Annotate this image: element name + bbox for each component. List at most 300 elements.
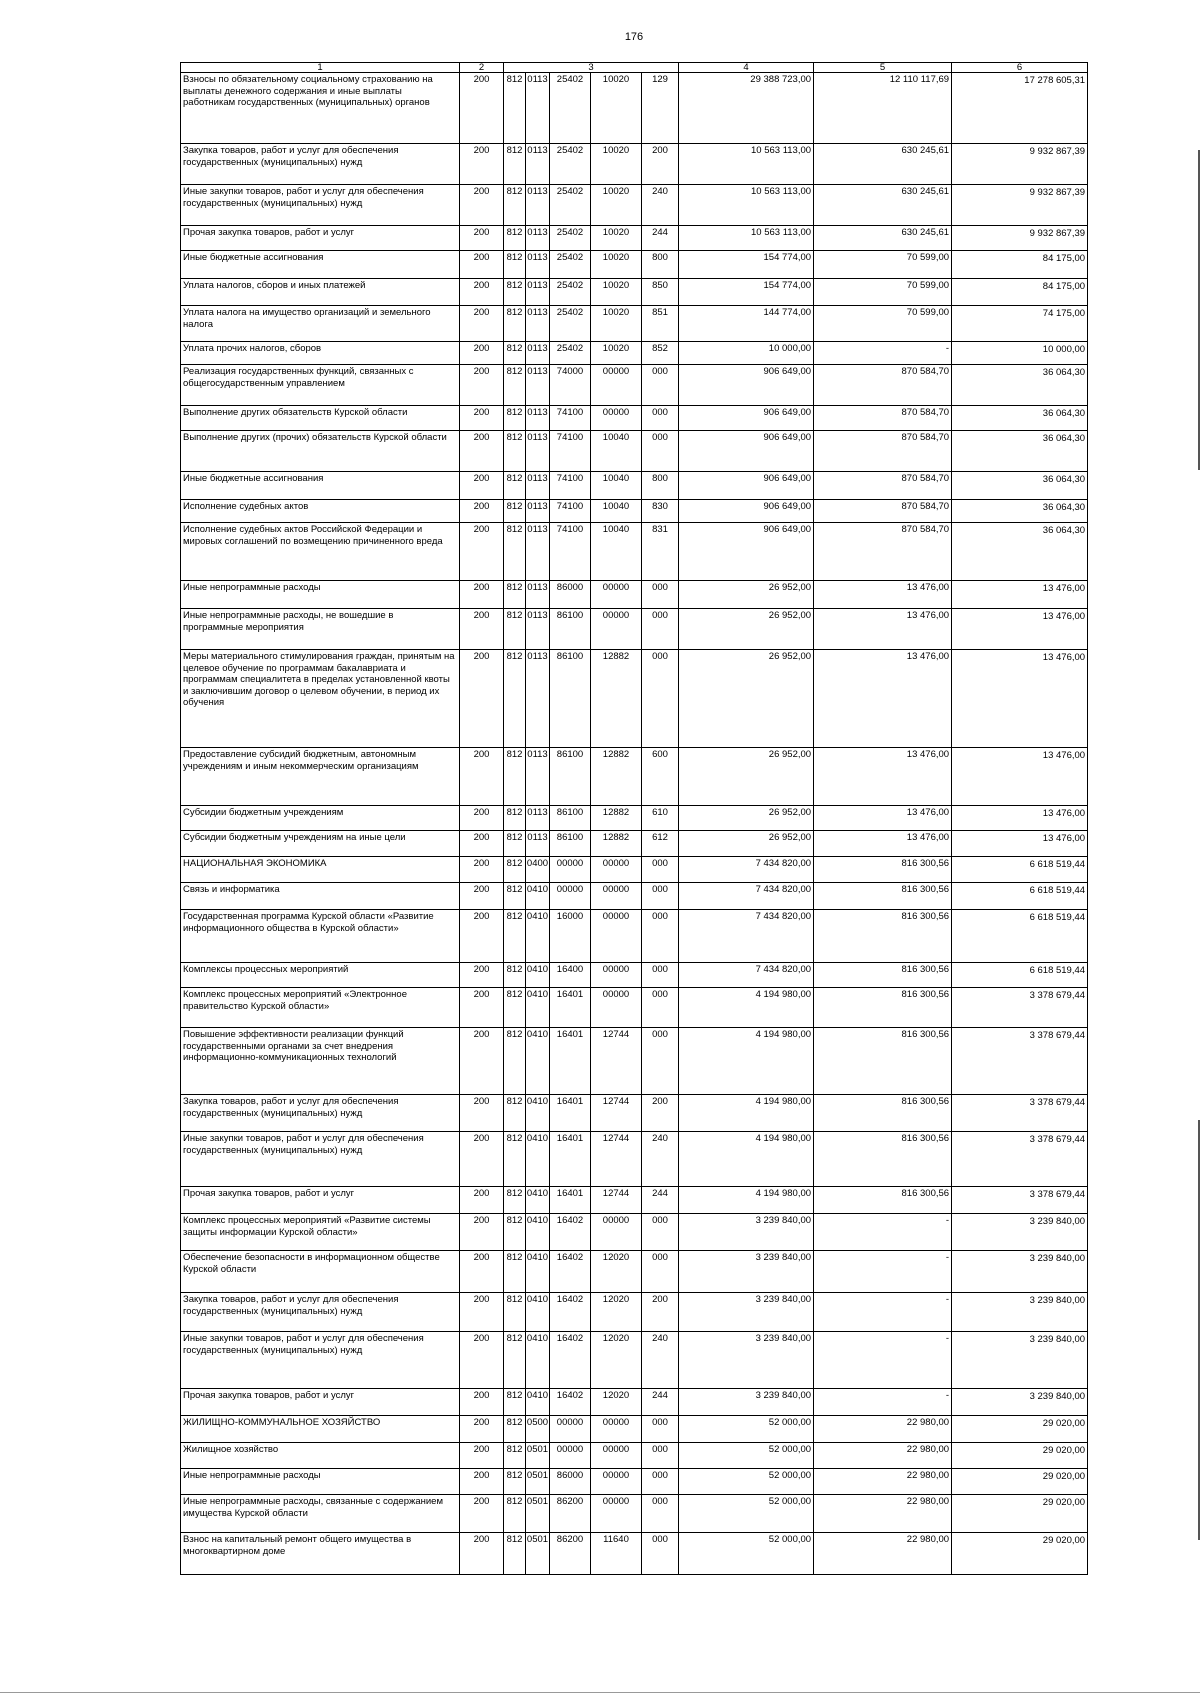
cell-ved: 812	[504, 1389, 526, 1416]
table-row	[181, 1533, 1088, 1575]
cell-col2: 200	[460, 910, 504, 963]
cell-ved: 812	[504, 609, 526, 650]
cell-executed: 870 584,70	[814, 472, 952, 500]
cell-ved: 812	[504, 963, 526, 988]
table-row	[181, 1095, 1088, 1132]
cell-approved: 154 774,00	[679, 279, 814, 306]
cell-rz: 0501	[526, 1443, 550, 1469]
cell-vr: 000	[642, 1469, 679, 1495]
cell-approved: 52 000,00	[679, 1443, 814, 1469]
cell-direction: 00000	[591, 1469, 642, 1495]
cell-ved: 812	[504, 910, 526, 963]
cell-prog: 86000	[550, 581, 591, 609]
cell-approved: 3 239 840,00	[679, 1389, 814, 1416]
table-row	[181, 581, 1088, 609]
cell-prog: 25402	[550, 144, 591, 185]
cell-rz: 0113	[526, 185, 550, 226]
cell-rz: 0501	[526, 1533, 550, 1575]
cell-remainder: 3 378 679,44	[952, 988, 1088, 1028]
cell-name: Государственная программа Курской области «Развитие информационного общества в Курской области»	[181, 910, 460, 963]
cell-col2: 200	[460, 650, 504, 748]
cell-prog: 16000	[550, 910, 591, 963]
cell-direction: 10040	[591, 431, 642, 472]
cell-approved: 4 194 980,00	[679, 988, 814, 1028]
cell-prog: 25402	[550, 342, 591, 365]
cell-rz: 0410	[526, 988, 550, 1028]
cell-name: Прочая закупка товаров, работ и услуг	[181, 1187, 460, 1214]
cell-executed: 22 980,00	[814, 1443, 952, 1469]
cell-name: Комплекс процессных мероприятий «Развитие системы защиты информации Курской области»	[181, 1214, 460, 1251]
cell-approved: 3 239 840,00	[679, 1293, 814, 1332]
cell-name: Иные непрограммные расходы	[181, 1469, 460, 1495]
table-row	[181, 963, 1088, 988]
cell-approved: 3 239 840,00	[679, 1214, 814, 1251]
cell-name: Реализация государственных функций, связанных с общегосударственным управлением	[181, 365, 460, 406]
cell-remainder: 3 239 840,00	[952, 1251, 1088, 1293]
cell-approved: 4 194 980,00	[679, 1187, 814, 1214]
header-row	[181, 63, 1088, 73]
cell-approved: 154 774,00	[679, 251, 814, 279]
cell-ved: 812	[504, 1332, 526, 1389]
cell-approved: 29 388 723,00	[679, 73, 814, 144]
table-row	[181, 857, 1088, 883]
cell-approved: 906 649,00	[679, 365, 814, 406]
cell-ved: 812	[504, 185, 526, 226]
cell-col2: 200	[460, 523, 504, 581]
cell-direction: 00000	[591, 365, 642, 406]
table-row	[181, 1443, 1088, 1469]
page-number: 176	[624, 31, 644, 43]
cell-approved: 52 000,00	[679, 1469, 814, 1495]
cell-executed: 816 300,56	[814, 910, 952, 963]
cell-prog: 16402	[550, 1293, 591, 1332]
cell-col2: 200	[460, 251, 504, 279]
cell-approved: 10 563 113,00	[679, 144, 814, 185]
cell-direction: 12020	[591, 1389, 642, 1416]
cell-col2: 200	[460, 988, 504, 1028]
cell-executed: 870 584,70	[814, 431, 952, 472]
cell-name: Закупка товаров, работ и услуг для обеспечения государственных (муниципальных) нужд	[181, 1095, 460, 1132]
cell-vr: 200	[642, 1095, 679, 1132]
cell-remainder: 13 476,00	[952, 806, 1088, 831]
cell-prog: 74100	[550, 406, 591, 431]
cell-remainder: 10 000,00	[952, 342, 1088, 365]
cell-approved: 10 563 113,00	[679, 185, 814, 226]
cell-approved: 52 000,00	[679, 1533, 814, 1575]
cell-prog: 74100	[550, 500, 591, 523]
cell-vr: 831	[642, 523, 679, 581]
cell-remainder: 6 618 519,44	[952, 963, 1088, 988]
table-row	[181, 748, 1088, 806]
cell-vr: 000	[642, 650, 679, 748]
cell-rz: 0410	[526, 1095, 550, 1132]
cell-col2: 200	[460, 581, 504, 609]
table-row	[181, 1214, 1088, 1251]
cell-prog: 16402	[550, 1332, 591, 1389]
cell-rz: 0113	[526, 831, 550, 857]
cell-rz: 0410	[526, 1251, 550, 1293]
cell-direction: 10020	[591, 73, 642, 144]
cell-vr: 000	[642, 1028, 679, 1095]
cell-prog: 74000	[550, 365, 591, 406]
cell-rz: 0410	[526, 1389, 550, 1416]
cell-approved: 26 952,00	[679, 806, 814, 831]
table-row	[181, 910, 1088, 963]
cell-approved: 7 434 820,00	[679, 857, 814, 883]
table-row	[181, 406, 1088, 431]
cell-approved: 26 952,00	[679, 831, 814, 857]
cell-prog: 16400	[550, 963, 591, 988]
cell-col2: 200	[460, 1416, 504, 1443]
cell-ved: 812	[504, 1416, 526, 1443]
cell-rz: 0113	[526, 748, 550, 806]
cell-ved: 812	[504, 988, 526, 1028]
cell-prog: 16401	[550, 988, 591, 1028]
cell-direction: 00000	[591, 406, 642, 431]
table-row	[181, 831, 1088, 857]
table-row	[181, 472, 1088, 500]
cell-executed: -	[814, 1214, 952, 1251]
cell-col2: 200	[460, 144, 504, 185]
cell-approved: 906 649,00	[679, 431, 814, 472]
cell-prog: 86200	[550, 1495, 591, 1533]
cell-remainder: 29 020,00	[952, 1469, 1088, 1495]
cell-col2: 200	[460, 406, 504, 431]
table-row	[181, 988, 1088, 1028]
cell-vr: 200	[642, 144, 679, 185]
cell-rz: 0113	[526, 581, 550, 609]
cell-prog: 74100	[550, 431, 591, 472]
cell-rz: 0410	[526, 1187, 550, 1214]
cell-remainder: 29 020,00	[952, 1495, 1088, 1533]
cell-vr: 000	[642, 988, 679, 1028]
table-row	[181, 306, 1088, 342]
cell-vr: 851	[642, 306, 679, 342]
cell-vr: 000	[642, 857, 679, 883]
cell-name: Исполнение судебных актов Российской Федерации и мировых соглашений по возмещению причиненного вреда	[181, 523, 460, 581]
cell-col2: 200	[460, 1332, 504, 1389]
cell-vr: 200	[642, 1293, 679, 1332]
cell-approved: 7 434 820,00	[679, 883, 814, 910]
cell-prog: 74100	[550, 472, 591, 500]
table-row	[181, 431, 1088, 472]
table-row	[181, 1332, 1088, 1389]
cell-remainder: 3 239 840,00	[952, 1214, 1088, 1251]
cell-remainder: 3 378 679,44	[952, 1095, 1088, 1132]
cell-executed: 816 300,56	[814, 1187, 952, 1214]
cell-executed: 70 599,00	[814, 306, 952, 342]
cell-rz: 0410	[526, 1132, 550, 1187]
table-row	[181, 1469, 1088, 1495]
cell-name: Исполнение судебных актов	[181, 500, 460, 523]
cell-name: Уплата налога на имущество организаций и земельного налога	[181, 306, 460, 342]
cell-direction: 00000	[591, 1443, 642, 1469]
cell-direction: 10020	[591, 342, 642, 365]
cell-direction: 10020	[591, 144, 642, 185]
cell-direction: 00000	[591, 1214, 642, 1251]
cell-rz: 0410	[526, 1214, 550, 1251]
cell-name: Иные непрограммные расходы, связанные с содержанием имущества Курской области	[181, 1495, 460, 1533]
cell-vr: 852	[642, 342, 679, 365]
table-row	[181, 1028, 1088, 1095]
table-row	[181, 342, 1088, 365]
cell-rz: 0113	[526, 472, 550, 500]
table-row	[181, 1416, 1088, 1443]
cell-executed: -	[814, 342, 952, 365]
cell-rz: 0500	[526, 1416, 550, 1443]
cell-ved: 812	[504, 1028, 526, 1095]
cell-remainder: 13 476,00	[952, 748, 1088, 806]
cell-rz: 0410	[526, 883, 550, 910]
cell-ved: 812	[504, 857, 526, 883]
cell-col2: 200	[460, 1469, 504, 1495]
cell-executed: 22 980,00	[814, 1416, 952, 1443]
table-row	[181, 650, 1088, 748]
cell-prog: 86100	[550, 806, 591, 831]
header-col-6: 6	[952, 63, 1088, 73]
table-row	[181, 144, 1088, 185]
cell-name: Закупка товаров, работ и услуг для обеспечения государственных (муниципальных) нужд	[181, 144, 460, 185]
cell-executed: 22 980,00	[814, 1469, 952, 1495]
cell-col2: 200	[460, 472, 504, 500]
cell-direction: 12020	[591, 1332, 642, 1389]
cell-prog: 86000	[550, 1469, 591, 1495]
cell-direction: 12020	[591, 1251, 642, 1293]
cell-vr: 600	[642, 748, 679, 806]
cell-executed: 13 476,00	[814, 581, 952, 609]
cell-approved: 144 774,00	[679, 306, 814, 342]
cell-vr: 129	[642, 73, 679, 144]
cell-name: Меры материального стимулирования граждан, принятым на целевое обучение по программам бакалавриата и программам специалитета в пределах установленной квоты и заключившим договор о целевом обучении, в период их обучения	[181, 650, 460, 748]
cell-ved: 812	[504, 831, 526, 857]
cell-rz: 0113	[526, 523, 550, 581]
cell-vr: 000	[642, 910, 679, 963]
cell-executed: -	[814, 1389, 952, 1416]
cell-remainder: 84 175,00	[952, 251, 1088, 279]
cell-ved: 812	[504, 1443, 526, 1469]
cell-rz: 0410	[526, 1293, 550, 1332]
cell-executed: 22 980,00	[814, 1495, 952, 1533]
cell-prog: 74100	[550, 523, 591, 581]
cell-name: Выполнение других (прочих) обязательств Курской области	[181, 431, 460, 472]
cell-direction: 12744	[591, 1187, 642, 1214]
cell-vr: 000	[642, 431, 679, 472]
cell-name: Иные закупки товаров, работ и услуг для обеспечения государственных (муниципальных) нужд	[181, 1132, 460, 1187]
table-row	[181, 365, 1088, 406]
cell-ved: 812	[504, 342, 526, 365]
cell-remainder: 9 932 867,39	[952, 226, 1088, 251]
cell-approved: 906 649,00	[679, 472, 814, 500]
cell-approved: 26 952,00	[679, 581, 814, 609]
cell-vr: 240	[642, 1132, 679, 1187]
cell-executed: 13 476,00	[814, 831, 952, 857]
cell-executed: 13 476,00	[814, 748, 952, 806]
cell-name: Иные непрограммные расходы, не вошедшие в программные мероприятия	[181, 609, 460, 650]
cell-vr: 240	[642, 1332, 679, 1389]
cell-rz: 0113	[526, 500, 550, 523]
cell-executed: 13 476,00	[814, 806, 952, 831]
cell-prog: 16401	[550, 1095, 591, 1132]
cell-remainder: 6 618 519,44	[952, 857, 1088, 883]
cell-vr: 612	[642, 831, 679, 857]
cell-remainder: 29 020,00	[952, 1533, 1088, 1575]
cell-prog: 25402	[550, 279, 591, 306]
cell-vr: 000	[642, 1443, 679, 1469]
table-row	[181, 500, 1088, 523]
cell-executed: 13 476,00	[814, 609, 952, 650]
budget-table	[180, 62, 1088, 1575]
cell-vr: 000	[642, 963, 679, 988]
cell-ved: 812	[504, 306, 526, 342]
cell-rz: 0113	[526, 650, 550, 748]
cell-remainder: 29 020,00	[952, 1443, 1088, 1469]
cell-prog: 86100	[550, 609, 591, 650]
cell-col2: 200	[460, 1132, 504, 1187]
cell-prog: 25402	[550, 306, 591, 342]
cell-col2: 200	[460, 1533, 504, 1575]
cell-vr: 000	[642, 1251, 679, 1293]
cell-approved: 7 434 820,00	[679, 910, 814, 963]
cell-ved: 812	[504, 1095, 526, 1132]
cell-col2: 200	[460, 342, 504, 365]
cell-name: Комплекс процессных мероприятий «Электронное правительство Курской области»	[181, 988, 460, 1028]
cell-remainder: 3 378 679,44	[952, 1132, 1088, 1187]
cell-ved: 812	[504, 581, 526, 609]
cell-rz: 0113	[526, 806, 550, 831]
table-row	[181, 1495, 1088, 1533]
cell-vr: 240	[642, 185, 679, 226]
cell-name: Уплата налогов, сборов и иных платежей	[181, 279, 460, 306]
cell-remainder: 6 618 519,44	[952, 883, 1088, 910]
cell-rz: 0113	[526, 365, 550, 406]
cell-name: Прочая закупка товаров, работ и услуг	[181, 226, 460, 251]
cell-name: Взнос на капитальный ремонт общего имущества в многоквартирном доме	[181, 1533, 460, 1575]
cell-col2: 200	[460, 500, 504, 523]
cell-direction: 10020	[591, 185, 642, 226]
cell-col2: 200	[460, 365, 504, 406]
cell-col2: 200	[460, 73, 504, 144]
cell-executed: 630 245,61	[814, 185, 952, 226]
cell-executed: 630 245,61	[814, 226, 952, 251]
cell-ved: 812	[504, 73, 526, 144]
cell-ved: 812	[504, 251, 526, 279]
cell-approved: 10 000,00	[679, 342, 814, 365]
cell-executed: 630 245,61	[814, 144, 952, 185]
cell-remainder: 13 476,00	[952, 581, 1088, 609]
cell-direction: 12020	[591, 1293, 642, 1332]
cell-rz: 0113	[526, 144, 550, 185]
cell-approved: 10 563 113,00	[679, 226, 814, 251]
cell-executed: 13 476,00	[814, 650, 952, 748]
cell-direction: 12882	[591, 806, 642, 831]
cell-name: Обеспечение безопасности в информационном обществе Курской области	[181, 1251, 460, 1293]
header-col-2: 2	[460, 63, 504, 73]
cell-name: Комплексы процессных мероприятий	[181, 963, 460, 988]
table-row	[181, 1132, 1088, 1187]
cell-prog: 00000	[550, 857, 591, 883]
cell-name: Иные закупки товаров, работ и услуг для обеспечения государственных (муниципальных) нужд	[181, 185, 460, 226]
cell-rz: 0113	[526, 226, 550, 251]
cell-remainder: 36 064,30	[952, 472, 1088, 500]
cell-executed: 816 300,56	[814, 1028, 952, 1095]
cell-name: Жилищное хозяйство	[181, 1443, 460, 1469]
cell-direction: 10020	[591, 251, 642, 279]
cell-approved: 906 649,00	[679, 406, 814, 431]
cell-col2: 200	[460, 226, 504, 251]
table-row	[181, 1293, 1088, 1332]
cell-col2: 200	[460, 431, 504, 472]
cell-name: Предоставление субсидий бюджетным, автономным учреждениям и иным некоммерческим организациям	[181, 748, 460, 806]
cell-rz: 0400	[526, 857, 550, 883]
budget-sheet	[180, 62, 1088, 1575]
cell-prog: 25402	[550, 185, 591, 226]
cell-direction: 10040	[591, 523, 642, 581]
cell-approved: 4 194 980,00	[679, 1132, 814, 1187]
cell-ved: 812	[504, 1214, 526, 1251]
cell-remainder: 36 064,30	[952, 500, 1088, 523]
cell-executed: 22 980,00	[814, 1533, 952, 1575]
cell-executed: 870 584,70	[814, 406, 952, 431]
cell-vr: 610	[642, 806, 679, 831]
cell-executed: 816 300,56	[814, 857, 952, 883]
cell-ved: 812	[504, 279, 526, 306]
cell-remainder: 13 476,00	[952, 650, 1088, 748]
table-row	[181, 1187, 1088, 1214]
cell-remainder: 13 476,00	[952, 831, 1088, 857]
cell-vr: 000	[642, 1214, 679, 1251]
table-row	[181, 883, 1088, 910]
cell-remainder: 36 064,30	[952, 431, 1088, 472]
cell-name: Уплата прочих налогов, сборов	[181, 342, 460, 365]
cell-approved: 3 239 840,00	[679, 1251, 814, 1293]
cell-ved: 812	[504, 1533, 526, 1575]
cell-col2: 200	[460, 883, 504, 910]
cell-executed: -	[814, 1332, 952, 1389]
cell-rz: 0113	[526, 251, 550, 279]
header-col-3: 3	[504, 63, 679, 73]
cell-name: Связь и информатика	[181, 883, 460, 910]
cell-direction: 10020	[591, 306, 642, 342]
cell-col2: 200	[460, 1187, 504, 1214]
cell-direction: 00000	[591, 609, 642, 650]
cell-col2: 200	[460, 963, 504, 988]
cell-remainder: 29 020,00	[952, 1416, 1088, 1443]
cell-ved: 812	[504, 1187, 526, 1214]
cell-prog: 00000	[550, 1416, 591, 1443]
cell-executed: -	[814, 1251, 952, 1293]
table-row	[181, 523, 1088, 581]
cell-direction: 10020	[591, 226, 642, 251]
cell-ved: 812	[504, 1293, 526, 1332]
cell-direction: 00000	[591, 883, 642, 910]
cell-vr: 850	[642, 279, 679, 306]
cell-name: Субсидии бюджетным учреждениям	[181, 806, 460, 831]
cell-vr: 000	[642, 1495, 679, 1533]
cell-executed: 870 584,70	[814, 523, 952, 581]
cell-name: Прочая закупка товаров, работ и услуг	[181, 1389, 460, 1416]
cell-remainder: 36 064,30	[952, 406, 1088, 431]
cell-prog: 16401	[550, 1028, 591, 1095]
cell-ved: 812	[504, 1132, 526, 1187]
cell-prog: 86200	[550, 1533, 591, 1575]
cell-name: НАЦИОНАЛЬНАЯ ЭКОНОМИКА	[181, 857, 460, 883]
cell-col2: 200	[460, 1251, 504, 1293]
cell-ved: 812	[504, 226, 526, 251]
cell-direction: 00000	[591, 988, 642, 1028]
table-row	[181, 73, 1088, 144]
cell-col2: 200	[460, 857, 504, 883]
cell-vr: 000	[642, 883, 679, 910]
